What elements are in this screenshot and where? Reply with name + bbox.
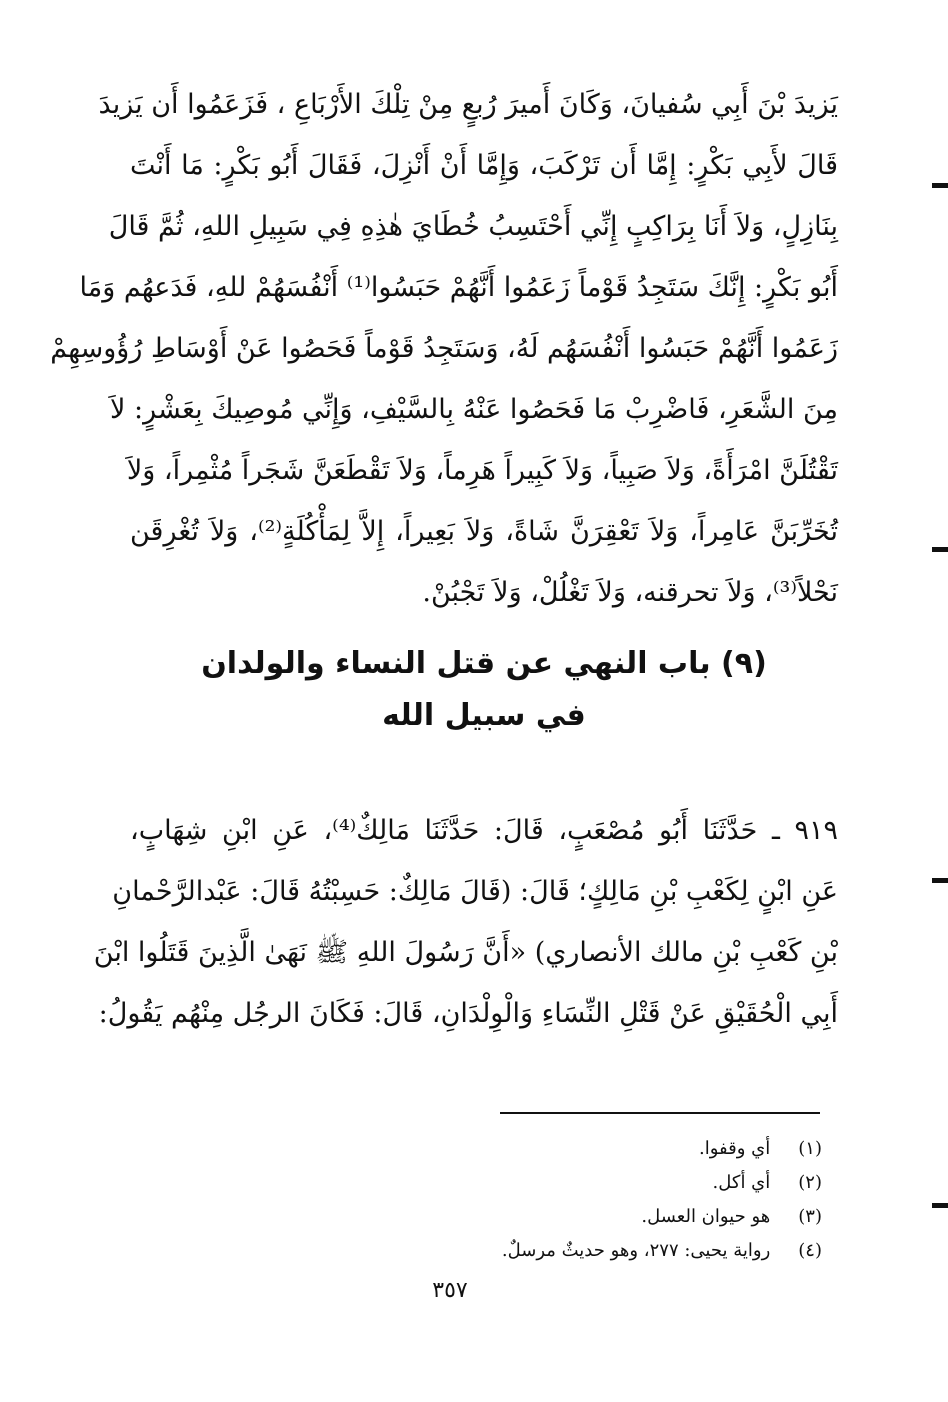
footnote-divider (500, 1112, 820, 1114)
footnote-text: رواية يحيى: ٢٧٧، وهو حديثٌ مرسلٌ. (501, 1240, 771, 1261)
chapter-heading-subtitle: في سبيل الله (382, 698, 586, 733)
page-edge-mark (932, 878, 948, 883)
page-number: ٣٥٧ (432, 1278, 468, 1303)
footnote-item (130, 1234, 822, 1268)
text-line: عَنِ ابْنٍ لِكَعْبِ بْنِ مَالِكٍ؛ قَالَ: (قَالَ مَالِكٌ: حَسِبْتُهُ قَالَ: عَبْدالرَّحْمانِ (112, 876, 838, 907)
footnote-item (130, 1132, 822, 1166)
footnote-text: أي أكل. (712, 1172, 771, 1193)
footnote-item (130, 1166, 822, 1200)
footnotes (130, 1132, 822, 1268)
text-line: أَبُو بَكْرٍ: إِنَّكَ سَتَجِدُ قَوْماً زَعَمُوا أَنَّهُمْ حَبَسُوا⁽¹⁾ أَنْفُسَهُمْ للهِ، فَدَعهُم وَمَا (79, 272, 838, 303)
text-line: بْنِ كَعْبِ بْنِ مالك الأنصاري) «أَنَّ رَسُولَ اللهِ ﷺ نَهَىٰ الَّذِينَ قَتَلُوا ابْنَ (93, 937, 838, 968)
top-paragraph (50, 74, 838, 623)
text-line: مِنَ الشَّعَرِ، فَاضْرِبْ مَا فَحَصُوا عَنْهُ بِالسَّيْفِ، وَإِنِّي مُوصِيكَ بِعَشْرٍ: لاَ (110, 394, 838, 425)
text-line: ٩١٩ ـ حَدَّثَنَا أَبُو مُصْعَبٍ، قَالَ: حَدَّثَنَا مَالِكٌ⁽⁴⁾، عَنِ ابْنِ شِهَابٍ، (130, 815, 838, 846)
footnote-item (130, 1200, 822, 1234)
footnote-number: (٢) (798, 1172, 822, 1193)
text-line: بِنَازِلٍ، وَلاَ أَنَا بِرَاكِبٍ إِنِّي أَحْتَسِبُ خُطَايَ هٰذِهِ فِي سَبِيلِ اللهِ، ثُمَّ قَالَ (108, 211, 838, 242)
footnote-number: (٤) (798, 1240, 822, 1261)
page-edge-mark (932, 183, 948, 188)
page-edge-mark (932, 547, 948, 552)
footnote-number: (١) (798, 1138, 822, 1159)
text-line: يَزيدَ بْنَ أَبِي سُفيانَ، وَكَانَ أَميرَ رُبعٍ مِنْ تِلْكَ الأَرْبَاعِ ، فَزَعَمُوا أَن يَزيدَ (98, 89, 838, 120)
hadith-paragraph (93, 800, 838, 1044)
footnote-text: هو حيوان العسل. (641, 1206, 771, 1227)
page-edge-mark (932, 1203, 948, 1208)
text-line: قَالَ لأَبِي بَكْرٍ: إِمَّا أَن تَرْكَبَ، وَإِمَّا أَنْ أَنْزِلَ، فَقَالَ أَبُو بَكْرٍ: مَا أَنْتَ (130, 150, 838, 181)
text-line: تَقْتُلَنَّ امْرَأَةً، وَلاَ صَبِياً، وَلاَ كَبِيراً هَرِماً، وَلاَ تَقْطَعَنَّ شَجَراً مُثْمِراً، وَلاَ (126, 455, 838, 486)
text-line: زَعَمُوا أَنَّهُمْ حَبَسُوا أَنْفُسَهُم لَهُ، وَسَتَجِدُ قَوْماً فَحَصُوا عَنْ أَوْسَاطِ رُؤُوسِهِمْ (50, 333, 838, 364)
text-line: نَحْلاً⁽³⁾، وَلاَ تحرقنه، وَلاَ تَغْلُلْ، وَلاَ تَجْبُنْ. (422, 577, 838, 608)
chapter-heading: (٩) باب النهي عن قتل النساء والولدان (201, 646, 767, 681)
text-line: أَبِي الْحُقَيْقِ عَنْ قَتْلِ النِّسَاءِ وَالْوِلْدَانِ، قَالَ: فَكَانَ الرجُل مِنْهُم يَقُولُ: (98, 998, 838, 1029)
footnote-number: (٣) (798, 1206, 822, 1227)
footnote-text: أي وقفوا. (699, 1138, 771, 1159)
text-line: تُخَرِّبَنَّ عَامِراً، وَلاَ تَعْقِرَنَّ شَاةً، وَلاَ بَعِيراً، إِلاَّ لِمَأْكُلَةٍ⁽²⁾، وَلاَ تُغْرِقَن (130, 516, 838, 547)
